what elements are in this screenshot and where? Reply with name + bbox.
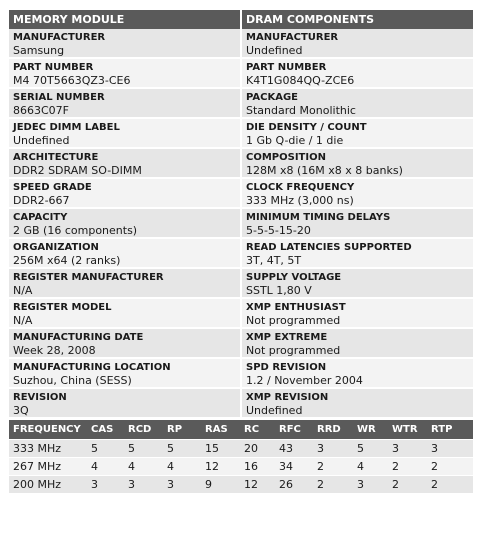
field-label: PART NUMBER bbox=[246, 62, 327, 73]
timing-cell: 34 bbox=[275, 458, 313, 476]
memory-module-fields bbox=[9, 29, 240, 419]
field-label: ORGANIZATION bbox=[13, 242, 99, 253]
component-field-manufacturer bbox=[242, 29, 473, 59]
timing-header-frequency: FREQUENCY bbox=[9, 420, 87, 440]
timing-header-row bbox=[9, 420, 473, 440]
timing-cell: 2 bbox=[313, 458, 353, 476]
component-field-read-latencies-supported bbox=[242, 239, 473, 269]
field-value: 2 GB (16 components) bbox=[13, 224, 138, 237]
field-value: SSTL 1,80 V bbox=[246, 284, 312, 297]
component-field-spd-revision bbox=[242, 359, 473, 389]
timing-cell: 9 bbox=[201, 476, 240, 494]
timing-cell: 3 bbox=[388, 440, 427, 458]
field-label: DIE DENSITY / COUNT bbox=[246, 122, 367, 133]
field-label: MANUFACTURER bbox=[246, 32, 339, 43]
timing-header-rfc: RFC bbox=[275, 420, 313, 440]
module-field-register-model bbox=[9, 299, 240, 329]
timing-header-cas: CAS bbox=[87, 420, 124, 440]
component-field-die-density-count bbox=[242, 119, 473, 149]
component-field-composition bbox=[242, 149, 473, 179]
timing-cell: 4 bbox=[163, 458, 201, 476]
module-field-jedec-dimm-label bbox=[9, 119, 240, 149]
field-value: N/A bbox=[13, 284, 33, 297]
timing-cell: 3 bbox=[353, 476, 388, 494]
field-value: 333 MHz (3,000 ns) bbox=[246, 194, 354, 207]
field-label: READ LATENCIES SUPPORTED bbox=[246, 242, 412, 253]
timing-cell: 4 bbox=[124, 458, 163, 476]
field-label: CLOCK FREQUENCY bbox=[246, 182, 355, 193]
timing-cell: 5 bbox=[124, 440, 163, 458]
component-field-supply-voltage bbox=[242, 269, 473, 299]
field-label: PACKAGE bbox=[246, 92, 299, 103]
field-label: XMP ENTHUSIAST bbox=[246, 302, 346, 313]
field-label: SUPPLY VOLTAGE bbox=[246, 272, 342, 283]
field-value: Standard Monolithic bbox=[246, 104, 356, 117]
field-label: SPD REVISION bbox=[246, 362, 327, 373]
timing-row bbox=[9, 476, 473, 494]
timing-cell: 2 bbox=[427, 458, 473, 476]
field-label: XMP EXTREME bbox=[246, 332, 328, 343]
module-field-part-number bbox=[9, 59, 240, 89]
module-field-architecture bbox=[9, 149, 240, 179]
component-field-clock-frequency bbox=[242, 179, 473, 209]
field-value: Not programmed bbox=[246, 344, 341, 357]
field-label: CAPACITY bbox=[13, 212, 68, 223]
field-value: M4 70T5663QZ3-CE6 bbox=[13, 74, 131, 87]
field-value: Week 28, 2008 bbox=[13, 344, 96, 357]
field-label: PART NUMBER bbox=[13, 62, 94, 73]
component-field-part-number bbox=[242, 59, 473, 89]
field-label: XMP REVISION bbox=[246, 392, 329, 403]
timing-cell: 16 bbox=[240, 458, 275, 476]
field-label: REVISION bbox=[13, 392, 67, 403]
module-field-organization bbox=[9, 239, 240, 269]
module-field-revision bbox=[9, 389, 240, 419]
timing-header-ras: RAS bbox=[201, 420, 240, 440]
timing-cell: 267 MHz bbox=[9, 458, 87, 476]
module-field-manufacturing-date bbox=[9, 329, 240, 359]
timing-cell: 5 bbox=[163, 440, 201, 458]
timing-cell: 2 bbox=[313, 476, 353, 494]
timing-cell: 3 bbox=[124, 476, 163, 494]
timing-cell: 2 bbox=[427, 476, 473, 494]
timing-header-rc: RC bbox=[240, 420, 275, 440]
timing-cell: 3 bbox=[427, 440, 473, 458]
timing-cell: 43 bbox=[275, 440, 313, 458]
timing-row bbox=[9, 458, 473, 476]
timing-cell: 4 bbox=[353, 458, 388, 476]
field-label: ARCHITECTURE bbox=[13, 152, 99, 163]
module-field-capacity bbox=[9, 209, 240, 239]
field-label: JEDEC DIMM LABEL bbox=[13, 122, 120, 133]
timing-cell: 5 bbox=[87, 440, 124, 458]
component-field-xmp-extreme bbox=[242, 329, 473, 359]
timing-cell: 3 bbox=[87, 476, 124, 494]
module-field-speed-grade bbox=[9, 179, 240, 209]
field-value: N/A bbox=[13, 314, 33, 327]
timing-header-rcd: RCD bbox=[124, 420, 163, 440]
field-value: 256M x64 (2 ranks) bbox=[13, 254, 121, 267]
timing-table bbox=[9, 420, 473, 493]
field-label: REGISTER MODEL bbox=[13, 302, 112, 313]
component-field-package bbox=[242, 89, 473, 119]
timing-cell: 12 bbox=[240, 476, 275, 494]
field-label: COMPOSITION bbox=[246, 152, 326, 163]
component-field-xmp-revision bbox=[242, 389, 473, 419]
timing-cell: 5 bbox=[353, 440, 388, 458]
field-label: MANUFACTURER bbox=[13, 32, 106, 43]
timing-cell: 20 bbox=[240, 440, 275, 458]
timing-cell: 26 bbox=[275, 476, 313, 494]
field-label: MINIMUM TIMING DELAYS bbox=[246, 212, 391, 223]
timing-cell: 15 bbox=[201, 440, 240, 458]
timing-cell: 12 bbox=[201, 458, 240, 476]
field-value: 5-5-5-15-20 bbox=[246, 224, 311, 237]
dram-components-column bbox=[242, 10, 473, 419]
field-value: Suzhou, China (SESS) bbox=[13, 374, 132, 387]
timing-header-rrd: RRD bbox=[313, 420, 353, 440]
field-value: 8663C07F bbox=[13, 104, 69, 117]
field-value: K4T1G084QQ-ZCE6 bbox=[246, 74, 355, 87]
dram-components-fields bbox=[242, 29, 473, 419]
component-field-minimum-timing-delays bbox=[242, 209, 473, 239]
component-field-xmp-enthusiast bbox=[242, 299, 473, 329]
timing-cell: 333 MHz bbox=[9, 440, 87, 458]
field-value: 3T, 4T, 5T bbox=[246, 254, 302, 267]
timing-header-rtp: RTP bbox=[427, 420, 473, 440]
module-field-manufacturing-location bbox=[9, 359, 240, 389]
field-label: REGISTER MANUFACTURER bbox=[13, 272, 164, 283]
timing-cell: 3 bbox=[313, 440, 353, 458]
field-value: Undefined bbox=[13, 134, 70, 147]
timing-cell: 2 bbox=[388, 458, 427, 476]
timing-body bbox=[9, 440, 473, 494]
field-value: 1 Gb Q-die / 1 die bbox=[246, 134, 344, 147]
timing-header-wr: WR bbox=[353, 420, 388, 440]
field-label: SERIAL NUMBER bbox=[13, 92, 105, 103]
timing-cell: 3 bbox=[163, 476, 201, 494]
timing-header-wtr: WTR bbox=[388, 420, 427, 440]
timing-header-rp: RP bbox=[163, 420, 201, 440]
field-value: DDR2-667 bbox=[13, 194, 70, 207]
module-field-register-manufacturer bbox=[9, 269, 240, 299]
timing-cell: 200 MHz bbox=[9, 476, 87, 494]
memory-module-column bbox=[9, 10, 240, 419]
timing-cell: 4 bbox=[87, 458, 124, 476]
field-label: SPEED GRADE bbox=[13, 182, 92, 193]
timing-cell: 2 bbox=[388, 476, 427, 494]
field-label: MANUFACTURING LOCATION bbox=[13, 362, 171, 373]
field-value: 1.2 / November 2004 bbox=[246, 374, 363, 387]
field-value: 3Q bbox=[13, 404, 29, 417]
spd-columns bbox=[9, 10, 473, 419]
field-value: Not programmed bbox=[246, 314, 341, 327]
spd-info-panel bbox=[9, 10, 473, 493]
dram-components-header: DRAM COMPONENTS bbox=[242, 10, 473, 29]
field-value: Samsung bbox=[13, 44, 65, 57]
field-value: 128M x8 (16M x8 x 8 banks) bbox=[246, 164, 403, 177]
field-value: DDR2 SDRAM SO-DIMM bbox=[13, 164, 142, 177]
timing-row bbox=[9, 440, 473, 458]
field-value: Undefined bbox=[246, 44, 303, 57]
module-field-serial-number bbox=[9, 89, 240, 119]
field-value: Undefined bbox=[246, 404, 303, 417]
memory-module-header: MEMORY MODULE bbox=[9, 10, 240, 29]
module-field-manufacturer bbox=[9, 29, 240, 59]
field-label: MANUFACTURING DATE bbox=[13, 332, 144, 343]
